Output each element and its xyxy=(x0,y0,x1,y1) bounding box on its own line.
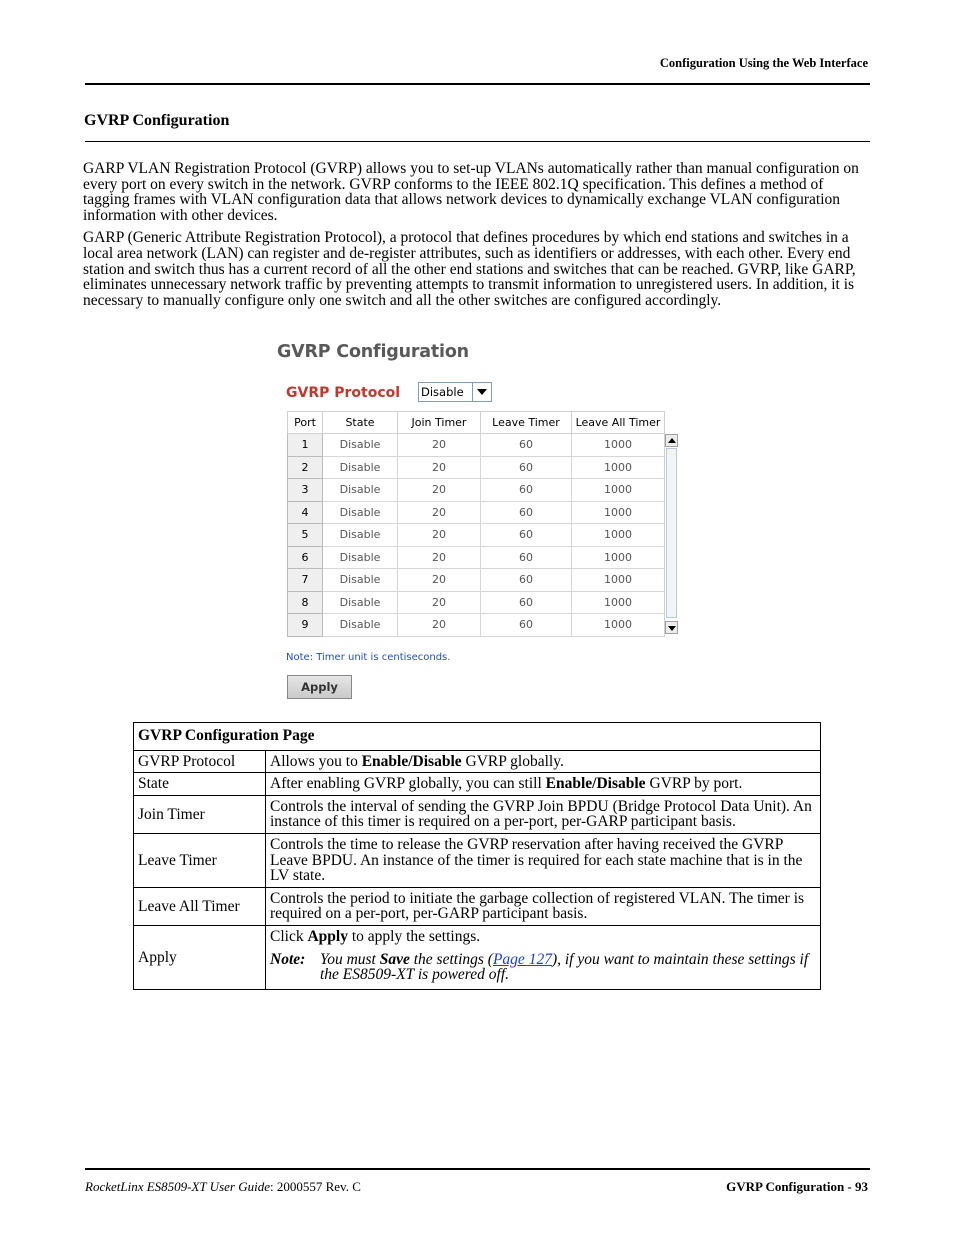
table-row xyxy=(288,434,679,457)
join-timer-cell: 20 xyxy=(398,614,481,637)
state-cell[interactable]: Disable xyxy=(323,501,398,524)
ui-page-title: GVRP Configuration xyxy=(277,342,469,362)
port-cell: 5 xyxy=(288,524,323,547)
section-title: GVRP Configuration xyxy=(84,112,230,129)
column-header-state: State xyxy=(323,412,398,434)
scrollbar-thumb[interactable] xyxy=(666,448,677,618)
state-cell[interactable]: Disable xyxy=(323,591,398,614)
column-header-join-timer: Join Timer xyxy=(398,412,481,434)
row-desc-leave-timer: Controls the time to release the GVRP reservation after having received the GVRP Leave BPDU. An instance of the timer is required for each state machine that is in the LV state. xyxy=(266,833,821,887)
table-row xyxy=(288,501,679,524)
note-text-part: the settings ( xyxy=(409,950,493,968)
port-cell: 1 xyxy=(288,434,323,457)
desc-text: Click xyxy=(270,927,308,945)
leave-all-timer-cell: 1000 xyxy=(572,524,665,547)
leave-timer-cell: 60 xyxy=(481,479,572,502)
row-key-leave-all-timer: Leave All Timer xyxy=(134,887,266,925)
row-desc-state xyxy=(266,773,821,796)
row-key-leave-timer: Leave Timer xyxy=(134,833,266,887)
desc-text: to apply the settings. xyxy=(347,927,481,945)
join-timer-cell: 20 xyxy=(398,591,481,614)
port-cell: 9 xyxy=(288,614,323,637)
desc-text: Allows you to xyxy=(270,752,362,770)
table-scrollbar[interactable] xyxy=(664,434,678,634)
leave-timer-cell: 60 xyxy=(481,434,572,457)
scroll-up-icon[interactable] xyxy=(665,434,678,447)
table-row xyxy=(134,833,821,887)
table-row xyxy=(288,456,679,479)
footer-guide-name: RocketLinx ES8509-XT User Guide xyxy=(85,1179,270,1194)
table-row xyxy=(288,591,679,614)
join-timer-cell: 20 xyxy=(398,456,481,479)
row-key-state: State xyxy=(134,773,266,796)
column-header-port: Port xyxy=(288,412,323,434)
table-caption: GVRP Configuration Page xyxy=(134,723,821,751)
footer-rule xyxy=(85,1168,870,1170)
note-bold: Save xyxy=(379,950,410,968)
save-note xyxy=(270,952,816,983)
gvrp-config-screenshot xyxy=(277,338,697,708)
table-row xyxy=(134,887,821,925)
running-header: Configuration Using the Web Interface xyxy=(659,56,868,70)
port-gvrp-table xyxy=(287,411,679,637)
port-cell: 6 xyxy=(288,546,323,569)
table-row xyxy=(134,750,821,773)
leave-timer-cell: 60 xyxy=(481,591,572,614)
desc-text: After enabling GVRP globally, you can still xyxy=(270,775,546,793)
desc-text: GVRP globally. xyxy=(461,752,564,770)
column-header-leave-all-timer: Leave All Timer xyxy=(572,412,665,434)
table-row xyxy=(288,614,679,637)
desc-text: GVRP by port. xyxy=(645,775,743,793)
table-row xyxy=(134,773,821,796)
state-cell[interactable]: Disable xyxy=(323,456,398,479)
join-timer-cell: 20 xyxy=(398,479,481,502)
table-header-row xyxy=(288,412,679,434)
port-cell: 3 xyxy=(288,479,323,502)
note-text-part: You must xyxy=(320,950,380,968)
leave-all-timer-cell: 1000 xyxy=(572,546,665,569)
paragraph-gvrp-intro: GARP VLAN Registration Protocol (GVRP) allows you to set-up VLANs automatically rather than manual configuration on every port on every switch in the network. GVRP conforms to the IEEE 802.1Q specification. This defines a method of tagging frames with VLAN configuration data that allows network devices to dynamically exchange VLAN configuration information with other devices. xyxy=(83,160,859,224)
leave-all-timer-cell: 1000 xyxy=(572,479,665,502)
row-key-gvrp-protocol: GVRP Protocol xyxy=(134,750,266,773)
table-row xyxy=(288,479,679,502)
state-cell[interactable]: Disable xyxy=(323,434,398,457)
join-timer-cell: 20 xyxy=(398,546,481,569)
leave-timer-cell: 60 xyxy=(481,524,572,547)
header-rule xyxy=(85,83,870,85)
row-key-join-timer: Join Timer xyxy=(134,795,266,833)
desc-bold: Apply xyxy=(307,927,348,945)
row-desc-gvrp-protocol xyxy=(266,750,821,773)
port-cell: 4 xyxy=(288,501,323,524)
leave-all-timer-cell: 1000 xyxy=(572,456,665,479)
scroll-down-icon[interactable] xyxy=(665,621,678,634)
port-cell: 2 xyxy=(288,456,323,479)
note-text-part: ), if you want to maintain these settings if the ES8509-XT is powered off. xyxy=(320,950,809,984)
table-row xyxy=(288,524,679,547)
join-timer-cell: 20 xyxy=(398,501,481,524)
chevron-down-icon[interactable] xyxy=(472,383,491,401)
row-key-apply: Apply xyxy=(134,925,266,989)
join-timer-cell: 20 xyxy=(398,524,481,547)
table-row xyxy=(288,569,679,592)
row-desc-leave-all-timer: Controls the period to initiate the garbage collection of registered VLAN. The timer is required on a per-port, per-GARP participant basis. xyxy=(266,887,821,925)
scrollbar-gutter xyxy=(665,412,679,434)
state-cell[interactable]: Disable xyxy=(323,614,398,637)
row-desc-join-timer: Controls the interval of sending the GVRP Join BPDU (Bridge Protocol Data Unit). An instance of this timer is required on a per-port, per-GARP participant basis. xyxy=(266,795,821,833)
note-text xyxy=(320,952,816,983)
state-cell[interactable]: Disable xyxy=(323,546,398,569)
leave-all-timer-cell: 1000 xyxy=(572,614,665,637)
leave-timer-cell: 60 xyxy=(481,546,572,569)
state-cell[interactable]: Disable xyxy=(323,569,398,592)
leave-timer-cell: 60 xyxy=(481,569,572,592)
state-cell[interactable]: Disable xyxy=(323,479,398,502)
leave-timer-cell: 60 xyxy=(481,456,572,479)
state-cell[interactable]: Disable xyxy=(323,524,398,547)
leave-all-timer-cell: 1000 xyxy=(572,591,665,614)
footer-rev: : 2000557 Rev. C xyxy=(269,1179,361,1194)
leave-timer-cell: 60 xyxy=(481,501,572,524)
gvrp-protocol-select[interactable] xyxy=(418,382,492,402)
leave-all-timer-cell: 1000 xyxy=(572,569,665,592)
table-row xyxy=(134,925,821,989)
paragraph-garp-intro: GARP (Generic Attribute Registration Protocol), a protocol that defines procedures by which end stations and switches in a local area network (LAN) can register and de-register attributes, such as identifiers or addresses, with each other. Every end station and switch thus has a current record of all the other end stations and switches that can be reached. GVRP, like GARP, eliminates unnecessary network traffic by preventing attempts to transmit information to unregistered users. In addition, it is necessary to manually configure only one switch and all the other switches are configured accordingly. xyxy=(83,229,856,309)
timer-unit-note: Note: Timer unit is centiseconds. xyxy=(286,652,451,663)
apply-instruction xyxy=(270,929,816,945)
page-link[interactable]: Page 127 xyxy=(492,950,552,968)
column-header-leave-timer: Leave Timer xyxy=(481,412,572,434)
footer-page-number: GVRP Configuration - 93 xyxy=(726,1179,868,1194)
gvrp-config-description-table xyxy=(133,722,821,990)
table-row xyxy=(288,546,679,569)
gvrp-protocol-value: Disable xyxy=(421,385,464,399)
gvrp-protocol-label: GVRP Protocol xyxy=(286,385,401,401)
port-cell: 7 xyxy=(288,569,323,592)
join-timer-cell: 20 xyxy=(398,569,481,592)
apply-button[interactable]: Apply xyxy=(287,675,352,699)
footer-doc-title xyxy=(85,1179,361,1195)
leave-all-timer-cell: 1000 xyxy=(572,501,665,524)
body-text xyxy=(83,161,873,308)
join-timer-cell: 20 xyxy=(398,434,481,457)
section-rule xyxy=(85,141,870,142)
port-cell: 8 xyxy=(288,591,323,614)
table-caption-row xyxy=(134,723,821,751)
table-row xyxy=(134,795,821,833)
desc-bold: Enable/Disable xyxy=(361,752,462,770)
leave-all-timer-cell: 1000 xyxy=(572,434,665,457)
desc-bold: Enable/Disable xyxy=(545,775,646,793)
row-desc-apply xyxy=(266,925,821,989)
leave-timer-cell: 60 xyxy=(481,614,572,637)
note-label: Note: xyxy=(270,950,306,968)
